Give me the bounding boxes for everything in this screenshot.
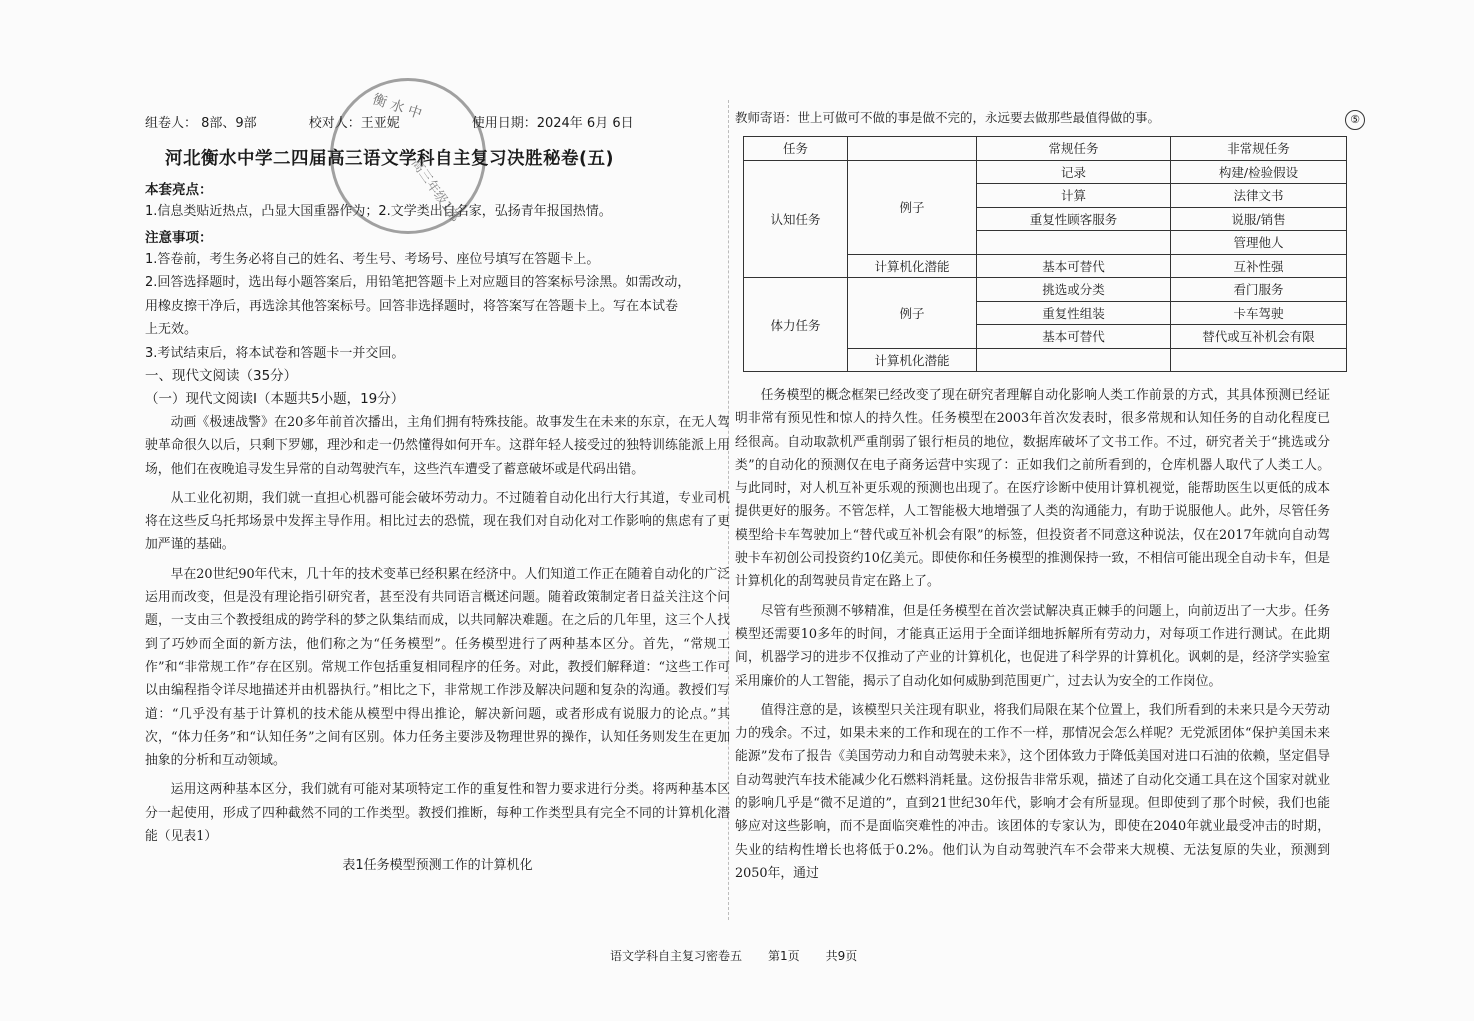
- table-cell: 构建/检验假设: [1171, 160, 1347, 184]
- footer-total: 共9页: [825, 949, 858, 963]
- table-cell: [977, 231, 1171, 255]
- teacher-motto: 教师寄语：世上可做可不做的事是做不完的，永远要去做那些最值得做的事。: [735, 110, 1161, 125]
- table-cell: 记录: [977, 160, 1171, 184]
- table-cell: 基本可替代: [977, 325, 1171, 349]
- stamp-text: 衡 水 中: [370, 91, 424, 123]
- table-caption: 表1任务模型预测工作的计算机化: [342, 858, 533, 874]
- table-cell: 计算机化潜能: [848, 348, 977, 372]
- table-cell: 基本可替代: [977, 254, 1171, 278]
- table-cell: 法律文书: [1171, 184, 1347, 208]
- section-heading: 一、现代文阅读（35分）: [145, 368, 298, 384]
- footer-page: 第1页: [768, 949, 800, 963]
- table-cell: 替代或互补机会有限: [1171, 325, 1347, 349]
- usage-date: 使用日期：2024年 6月 6日: [471, 116, 634, 131]
- table-cell: 互补性强: [1171, 254, 1347, 278]
- table-cell: 认知任务: [744, 160, 848, 278]
- table-cell: 卡车驾驶: [1171, 301, 1347, 325]
- note-item: 1.答卷前，考生务必将自己的姓名、考生号、考场号、座位号填写在答题卡上。: [145, 251, 600, 267]
- table-cell: 任务: [744, 137, 848, 161]
- passage-paragraph: 早在20世纪90年代末，几十年的技术变革已经积累在经济中。人们知道工作正在随着自动化的广泛运用而改变，但是没有理论指引研究者，甚至没有共同语言概述问题。随着政策制定者日益关注这个问题，一支由三个教授组成的跨学科的梦之队集结而成，以共同解决难题。在之后的几年里，这三个人找到了巧妙而全面的新方法，他们称之为“任务模型”。任务模型进行了两种基本区分。首先，“常规工作”和“非常规工作”存在区别。常规工作包括重复相同程序的任务。对此，教授们解释道：“这些工作可以由编程指令详尽地描述并由机器执行。”相比之下，非常规工作涉及解决问题和复杂的沟通。教授们写道：“几乎没有基于计算机的技术能从模型中得出推论，解决新问题，或者形成有说服力的论点。”其次，“体力任务”和“认知任务”之间有区别。体力任务主要涉及物理世界的操作，认知任务则发生在更加抽象的分析和互动领域。: [145, 566, 730, 769]
- passage-paragraph: 从工业化初期，我们就一直担心机器可能会破坏劳动力。不过随着自动化出行大行其道，专业司机将在这些反乌托邦场景中发挥主导作用。相比过去的恐慌，现在我们对自动化对工作影响的焦虑有了更加严谨的基础。: [145, 490, 730, 553]
- right-column: [735, 108, 1330, 885]
- exam-header: [145, 112, 730, 131]
- table-cell: 例子: [848, 278, 977, 349]
- passage-paragraph: 任务模型的概念框架已经改变了现在研究者理解自动化影响人类工作前景的方式，其具体预测已经证明非常有预见性和惊人的持久性。任务模型在2003年首次发表时，很多常规和认知任务的自动化程度已经很高。自动取款机严重削弱了银行柜员的地位，数据库破坏了文书工作。不过，研究者关于“挑选或分类”的自动化的预测仅在电子商务运营中实现了：正如我们之前所看到的，仓库机器人取代了人类工人。与此同时，对人机互补更乐观的预测也出现了。在医疗诊断中使用计算机视觉，能帮助医生以更低的成本提供更好的服务。不管怎样，人工智能极大地增强了人类的沟通能力，有助于说服他人。此外，尽管任务模型给卡车驾驶加上“替代或互补机会有限”的标签，但投资者不同意这种说法，仅在2017年就向自动驾驶卡车初创公司投资约10亿美元。即使你和任务模型的推测保持一致，不相信可能出现全自动卡车，但是计算机化的刮驾驶员肯定在路上了。: [735, 388, 1330, 590]
- compiler: 组卷人： 8部、9部: [145, 116, 257, 131]
- note-item: 2.回答选择题时，选出每小题答案后，用铅笔把答题卡上对应题目的答案标号涂黑。如需改动，: [145, 275, 691, 290]
- table-cell: 计算机化潜能: [848, 254, 977, 278]
- table-cell: 说服/销售: [1171, 207, 1347, 231]
- subsection-heading: （一）现代文阅读Ⅰ（本题共5小题，19分）: [145, 391, 405, 407]
- proofreader: 校对人：王亚妮: [308, 116, 400, 131]
- notes-label: 注意事项：: [145, 229, 213, 246]
- task-model-table: [743, 136, 1347, 372]
- table-cell: 看门服务: [1171, 278, 1347, 302]
- table-cell: [848, 137, 977, 161]
- exam-title: 河北衡水中学二四届高三语文学科自主复习决胜秘卷(五): [165, 149, 614, 169]
- table-header-row: [744, 137, 1347, 161]
- table-cell: 计算: [977, 184, 1171, 208]
- highlights-label: 本套亮点：: [145, 182, 213, 198]
- table-cell: 管理他人: [1171, 231, 1347, 255]
- table-cell: 重复性顾客服务: [977, 207, 1171, 231]
- table-cell: 非常规任务: [1171, 137, 1347, 161]
- table-row: [744, 160, 1347, 184]
- note-item: 用橡皮擦干净后，再选涂其他答案标号。回答非选择题时，将答案写在答题卡上。写在本试卷: [145, 298, 679, 314]
- note-item: 上无效。: [145, 322, 198, 337]
- table-row: [744, 278, 1347, 302]
- right-passage: [735, 384, 1330, 885]
- passage-paragraph: 值得注意的是，该模型只关注现有职业，将我们局限在某个位置上，我们所看到的未来只是今天劳动力的残余。不过，如果未来的工作和现在的工作不一样，那情况会怎么样呢？无党派团体“保护美国未来能源”发布了报告《美国劳动力和自动驾驶未来》，这个团体致力于降低美国对进口石油的依赖，坚定倡导自动驾驶汽车技术能减少化石燃料消耗量。这份报告非常乐观，描述了自动化交通工具在这个国家对就业的影响几乎是“微不足道的”，直到21世纪30年代，影响才会有所显现。但即使到了那个时候，我们也能够应对这些影响，而不是面临突难性的冲击。该团体的专家认为，即使在2040年就业最受冲击的时期，失业的结构性增长也将低于0.2%。他们认为自动驾驶汽车不会带来大规模、无法复原的失业，预测到2050年，通过: [735, 702, 1330, 881]
- table-cell: [1171, 348, 1347, 372]
- table-cell: 体力任务: [744, 278, 848, 372]
- passage-paragraph: 运用这两种基本区分，我们就有可能对某项特定工作的重复性和智力要求进行分类。将两种基本区分一起使用，形成了四种截然不同的工作类型。教授们推断，每种工作类型具有完全不同的计算机化潜能（见表1）: [145, 782, 730, 845]
- highlights-text: 1.信息类贴近热点，凸显大国重器作为；2.文学类出自名家，弘扬青年报国热情。: [145, 204, 612, 219]
- page-footer: [610, 947, 857, 964]
- passage-paragraph: 尽管有些预测不够精准，但是任务模型在首次尝试解决真正棘手的问题上，向前迈出了一大步。任务模型还需要10多年的时间，才能真正运用于全面详细地拆解所有劳动力，对每项工作进行测试。在此期间，机器学习的进步不仅推动了产业的计算机化，也促进了科学界的计算机化。讽刺的是，经济学实验室采用廉价的人工智能，揭示了自动化如何威胁到范围更广，过去认为安全的工作岗位。: [735, 603, 1330, 689]
- footer-name: 语文学科自主复习密卷五: [610, 949, 743, 963]
- passage-paragraph: 动画《极速战警》在20多年前首次播出，主角们拥有特殊技能。故事发生在未来的东京，在无人驾驶革命很久以后，只剩下罗娜，理沙和走一仍然懂得如何开车。这群年轻人接受过的独特训练能派上用场，他们在夜晚追寻发生异常的自动驾驶汽车，这些汽车遭受了蓄意破坏或是代码出错。: [145, 415, 730, 477]
- table-cell: 常规任务: [977, 137, 1171, 161]
- table-cell: 挑选或分类: [977, 278, 1171, 302]
- margin-mark: ⑤: [1345, 110, 1365, 130]
- table-cell: 重复性组装: [977, 301, 1171, 325]
- table-cell: 例子: [848, 160, 977, 254]
- table-cell: [977, 348, 1171, 372]
- note-item: 3.考试结束后，将本试卷和答题卡一并交回。: [145, 345, 405, 361]
- stamp-grade-text: 高三年级1部: [407, 156, 463, 225]
- left-column: [145, 112, 730, 873]
